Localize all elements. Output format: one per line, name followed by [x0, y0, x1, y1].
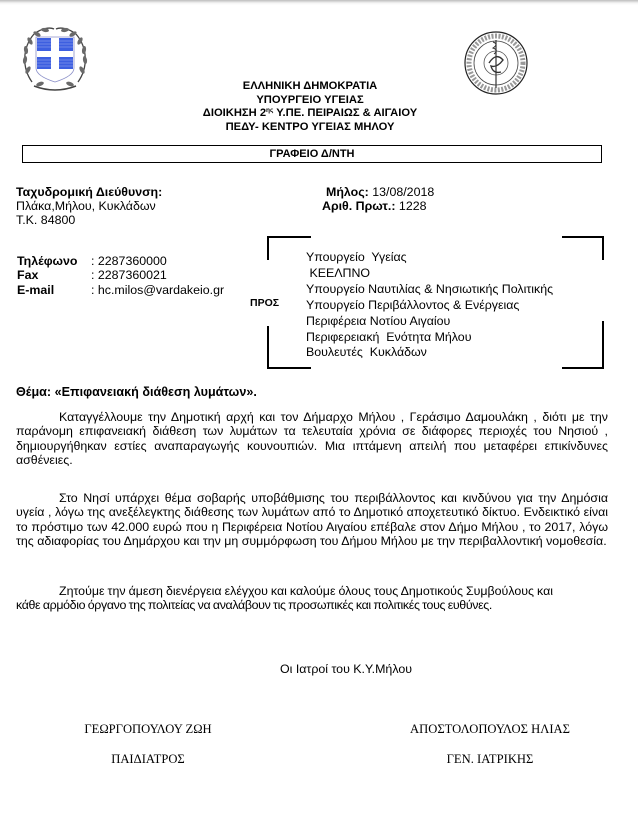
recipient-item: Περιφέρεια Νοτίου Αιγαίου: [306, 313, 451, 328]
recipient-item: Υπουργείο Ναυτιλίας & Νησιωτικής Πολιτικής: [306, 281, 554, 296]
postal-address-block: [16, 185, 162, 228]
viewer-top-shadow: [0, 0, 638, 5]
header-administration-pre: ΔΙΟΙΚΗΣΗ 2: [202, 107, 267, 119]
signatory-left-title: ΠΑΙΔΙΑΤΡΟΣ: [111, 752, 185, 766]
recipient-item: Υπουργείο Υγείας: [306, 250, 407, 264]
protocol-number: 1228: [395, 199, 427, 214]
header-administration: [140, 107, 480, 121]
body-paragraph-3: [16, 584, 608, 613]
postal-code: Τ.Κ. 84800: [16, 213, 76, 228]
document-date: 13/08/2018: [368, 185, 435, 199]
signatory-left-name: ΓΕΩΡΓΟΠΟΥΛΟΥ ΖΩΗ: [84, 722, 212, 736]
contact-value: : 2287360021: [91, 268, 167, 283]
recipients-label: ΠΡΟΣ: [250, 297, 280, 309]
contact-row-fax: [17, 268, 224, 282]
contact-key: E-mail: [17, 282, 55, 297]
bracket-bottom-right: [562, 321, 604, 369]
signatory-right-name: ΑΠΟΣΤΟΛΟΠΟΥΛΟΣ ΗΛΙΑΣ: [410, 722, 570, 736]
header-administration-post: Υ.ΠΕ. ΠΕΙΡΑΙΩΣ & ΑΙΓΑΙΟΥ: [273, 107, 418, 119]
body-paragraph-1: [16, 410, 608, 467]
recipients-list: [306, 250, 553, 361]
header-health-center: ΠΕΔΥ- ΚΕΝΤΡΟ ΥΓΕΙΑΣ ΜΗΛΟΥ: [225, 120, 395, 133]
date-line: [322, 185, 434, 199]
body-paragraph-3-line1: Ζητούμε την άμεση διενέργεια ελέγχου και καλούμε όλους τους Δημοτικούς Συμβούλους και: [59, 584, 553, 598]
office-box: ΓΡΑΦΕΙΟ Δ/ΝΤΗ: [22, 145, 602, 163]
closing-line: [0, 662, 638, 676]
recipient-item: Υπουργείο Περιβάλλοντος & Ενέργειας: [306, 297, 520, 312]
body-paragraph-1-text: Καταγγέλλουμε την Δημοτική αρχή και τον Δήμαρχο Μήλου , Γεράσιμο Δαμουλάκη , διότι με την παράνομη επιφανειακή διάθεση των λυμάτων τα τελευταία χρόνια σε διάφορες περιοχές του Νησιού , δημιουργήθηκαν εστίες αναπαραγωγής κουνουπιών. Μια ιπτάμενη απειλή που μεταφέρει επικίνδυνες ασθένειες.: [16, 410, 608, 467]
header-ministry: ΥΠΟΥΡΓΕΙΟ ΥΓΕΙΑΣ: [256, 93, 364, 106]
contact-value: : hc.milos@vardakeio.gr: [91, 282, 225, 297]
header-country: ΕΛΛΗΝΙΚΗ ΔΗΜΟΚΡΑΤΙΑ: [242, 80, 378, 92]
body-paragraph-2: [16, 491, 608, 548]
contact-key: Fax: [17, 268, 39, 283]
recipient-item: Περιφερειακή Ενότητα Μήλου: [306, 329, 472, 344]
recipient-item: ΚΕΕΛΠΝΟ: [306, 265, 371, 280]
postal-address-line: Πλάκα,Μήλου, Κυκλάδων: [16, 199, 156, 214]
subject-line: Θέμα: «Επιφανειακή διάθεση λυμάτων».: [16, 385, 257, 399]
header-administration-sup: ης: [266, 107, 274, 114]
signatory-right-title: ΓΕΝ. ΙΑΤΡΙΚΗΣ: [446, 752, 534, 766]
body-paragraph-3-line2: κάθε αρμόδιο όργανο της πολιτείας να αναλάβουν τις προσωπικές και πολιτικές τους ευθύνες.: [16, 598, 493, 613]
closing-text: Οι Ιατροί του Κ.Υ.Μήλου: [279, 662, 412, 676]
bracket-top-right: [562, 236, 604, 260]
place-label: Μήλος:: [326, 185, 369, 199]
date-protocol-block: [322, 185, 434, 213]
contact-value: : 2287360000: [91, 254, 167, 268]
bracket-bottom-left: [267, 326, 311, 369]
bracket-top-left: [267, 236, 311, 260]
contact-key: Τηλέφωνο: [17, 254, 78, 268]
contact-row-email: [17, 283, 224, 297]
greek-coat-of-arms-icon: [20, 24, 90, 96]
recipient-item: Βουλευτές Κυκλάδων: [306, 345, 427, 360]
body-paragraph-2-text: Στο Νησί υπάρχει θέμα σοβαρής υποβάθμισης του περιβάλλοντος και κινδύνου για την Δημόσια υγεία , λόγω της ανεξέλεγκτης διάθεσης των λυμάτων από το Δημοτικό αποχετευτικό δίκτυο. Ενδεικτικό είναι το πρόστιμο των 42.000 ευρώ που η Περιφέρεια Νοτίου Αιγαίου επέβαλε στον Δήμο Μήλου , το 2017, λόγω της αδιαφορίας του Δημάρχου και την μη συμμόρφωση του Δήμου Μήλου με την περιβαλλοντική νομοθεσία.: [16, 491, 608, 548]
postal-address-label: Ταχυδρομική Διεύθυνση:: [16, 185, 163, 199]
protocol-label: Αριθ. Πρωτ.:: [322, 199, 396, 214]
contact-block: [17, 254, 224, 297]
letterhead: [140, 80, 480, 134]
contact-row-phone: [17, 254, 224, 268]
protocol-line: [322, 199, 434, 213]
